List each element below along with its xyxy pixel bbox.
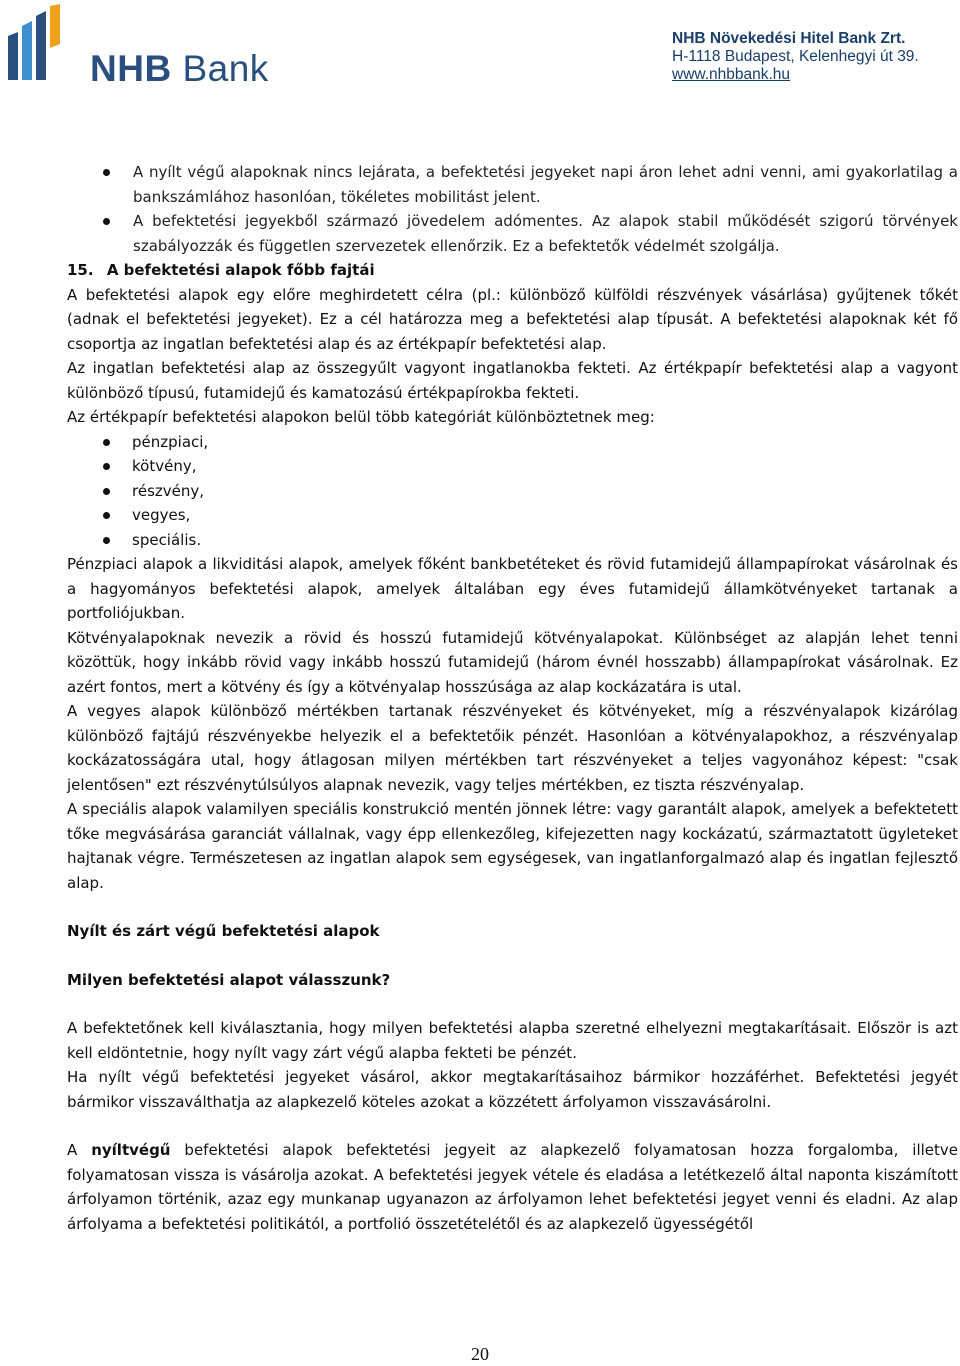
list-item: részvény, — [67, 479, 958, 504]
section-heading — [67, 258, 958, 283]
heading-which-fund: Milyen befektetési alapot válasszunk? — [67, 970, 391, 989]
list-item: pénzpiaci, — [67, 430, 958, 455]
text-segment: A — [67, 1141, 92, 1159]
paragraph: Kötvényalapoknak nevezik a rövid és hosszú futamidejű kötvényalapokat. Különbséget az alapján lehet tenni közöttük, hogy inkább rövid vagy inkább hosszú futamidejű (három évnél hosszabb) állampapírokat vásárolnak. Ez azért fontos, mert a kötvény és így a kötvényalap hosszúsága az alap kockázatára is utal. — [67, 628, 958, 696]
logo-bars-icon — [8, 4, 88, 84]
company-info — [672, 30, 940, 84]
paragraph: Az ingatlan befektetési alap az összegyűlt vagyont ingatlanokba fekteti. Az értékpapír befektetési alap a vagyont különböző típusú, futamidejű és kamatozású értékpapírokba fekteti. — [67, 359, 958, 402]
company-name: NHB Növekedési Hitel Bank Zrt. — [672, 30, 906, 47]
company-url-link[interactable]: www.nhbbank.hu — [672, 66, 791, 83]
paragraph: Ha nyílt végű befektetési jegyeket vásárol, akkor megtakarításaihoz bármikor hozzáférhet. Befektetési jegyét bármikor visszaválthatja az alapkezelő köteles azokat a közzétett árfolyamon visszavásárolni. — [67, 1068, 958, 1111]
section-number: 15. — [67, 261, 94, 279]
heading-open-closed: Nyílt és zárt végű befektetési alapok — [67, 922, 380, 940]
logo-wordmark: NHB Bank — [90, 48, 269, 89]
paragraph: A befektetőnek kell kiválasztania, hogy milyen befektetési alapba szeretné elhelyezni megtakarításait. Először is azt kell eldöntetnie, hogy nyílt vagy zárt végű alapba fekteti be pénzét. — [67, 1019, 958, 1062]
paragraph: A speciális alapok valamilyen speciális konstrukció mentén jönnek létre: vagy garantált alapok, amelyek a befektetett tőke megvásárása garanciát vállalnak, vagy épp ellenkezőleg, kifejezetten nagy kockázatú, származtatott ügyleteket hajtanak végre. Természetesen az ingatlan alapok sem egységesek, van ingatlanforgalmazó alap és ingatlan fejlesztő alap. — [67, 800, 958, 892]
paragraph-open-ended — [67, 1138, 958, 1236]
paragraph: A befektetési alapok egy előre meghirdetett célra (pl.: különböző külföldi részvények vásárlása) gyűjtenek tőkét (adnak el befektetési jegyeket). Ez a cél határozza meg a befektetési alap típusát. A befektetési alapoknak két fő csoportja az ingatlan befektetési alap és az értékpapír befektetési alap. — [67, 285, 958, 353]
category-bullet-list — [67, 430, 958, 553]
page-number: 20 — [471, 1344, 489, 1364]
list-item: vegyes, — [67, 503, 958, 528]
list-item: A befektetési jegyekből származó jövedelem adómentes. Az alapok stabil működését szigorú törvények szabályozzák és független szervezetek ellenőrzik. Ez a befektetők védelmét szolgálja. — [0, 209, 958, 258]
nhb-bank-logo — [8, 4, 288, 89]
paragraph: A vegyes alapok különböző mértékben tartanak részvényeket és kötvényeket, míg a részvényalapok kizárólag különböző fajtájú részvényekbe helyezik el a befektetőik pénzét. Hasonlóan a kötvényalapokhoz, a részvényalap kockázatosságára utal, hogy átlagosan milyen mértékben tart részvényeket a teljes vagyonához képest: "csak jelentősen" ezt részvénytúlsúlyos alapnak nevezik, vagy teljes mértékben, ez tiszta részvényalap. — [67, 702, 958, 794]
list-item: kötvény, — [67, 454, 958, 479]
list-item: A nyílt végű alapoknak nincs lejárata, a befektetési jegyeket napi áron lehet adni venni, ami gyakorlatilag a bankszámlához hasonlóan, tökéletes mobilitást jelent. — [0, 160, 958, 209]
bold-term: nyíltvégű — [91, 1141, 171, 1159]
company-address: H-1118 Budapest, Kelenhegyi út 39. — [672, 48, 919, 65]
paragraph: Az értékpapír befektetési alapokon belül több kategóriát különböztetnek meg: — [67, 408, 655, 426]
list-item: speciális. — [67, 528, 958, 553]
document-body — [67, 160, 958, 1236]
section-title: A befektetési alapok főbb fajtái — [106, 261, 375, 279]
paragraph: Pénzpiaci alapok a likviditási alapok, amelyek főként bankbetéteket és rövid futamidejű állampapírokat vásárolnak és a hagyományos befektetési alapok, amelyek általában egy éves futamidejű államkötvényeket tartanak a portfoliójukban. — [67, 555, 958, 622]
text-segment: befektetési alapok befektetési jegyeit az alapkezelő folyamatosan hozza forgalomba, illetve folyamatosan vissza is vásárolja azokat. A befektetési jegyek vétele és eladása a letétkezelő által naponta kiszámított árfolyamon történik, azaz egy munkanap ugyanazon az árfolyamon lehet befektetési jegyet venni és eladni. Az alap árfolyama a befektetési politikától, a portfolió összetételétől és az alapkezelő ügyességétől — [67, 1141, 959, 1233]
intro-bullet-list — [0, 160, 958, 258]
